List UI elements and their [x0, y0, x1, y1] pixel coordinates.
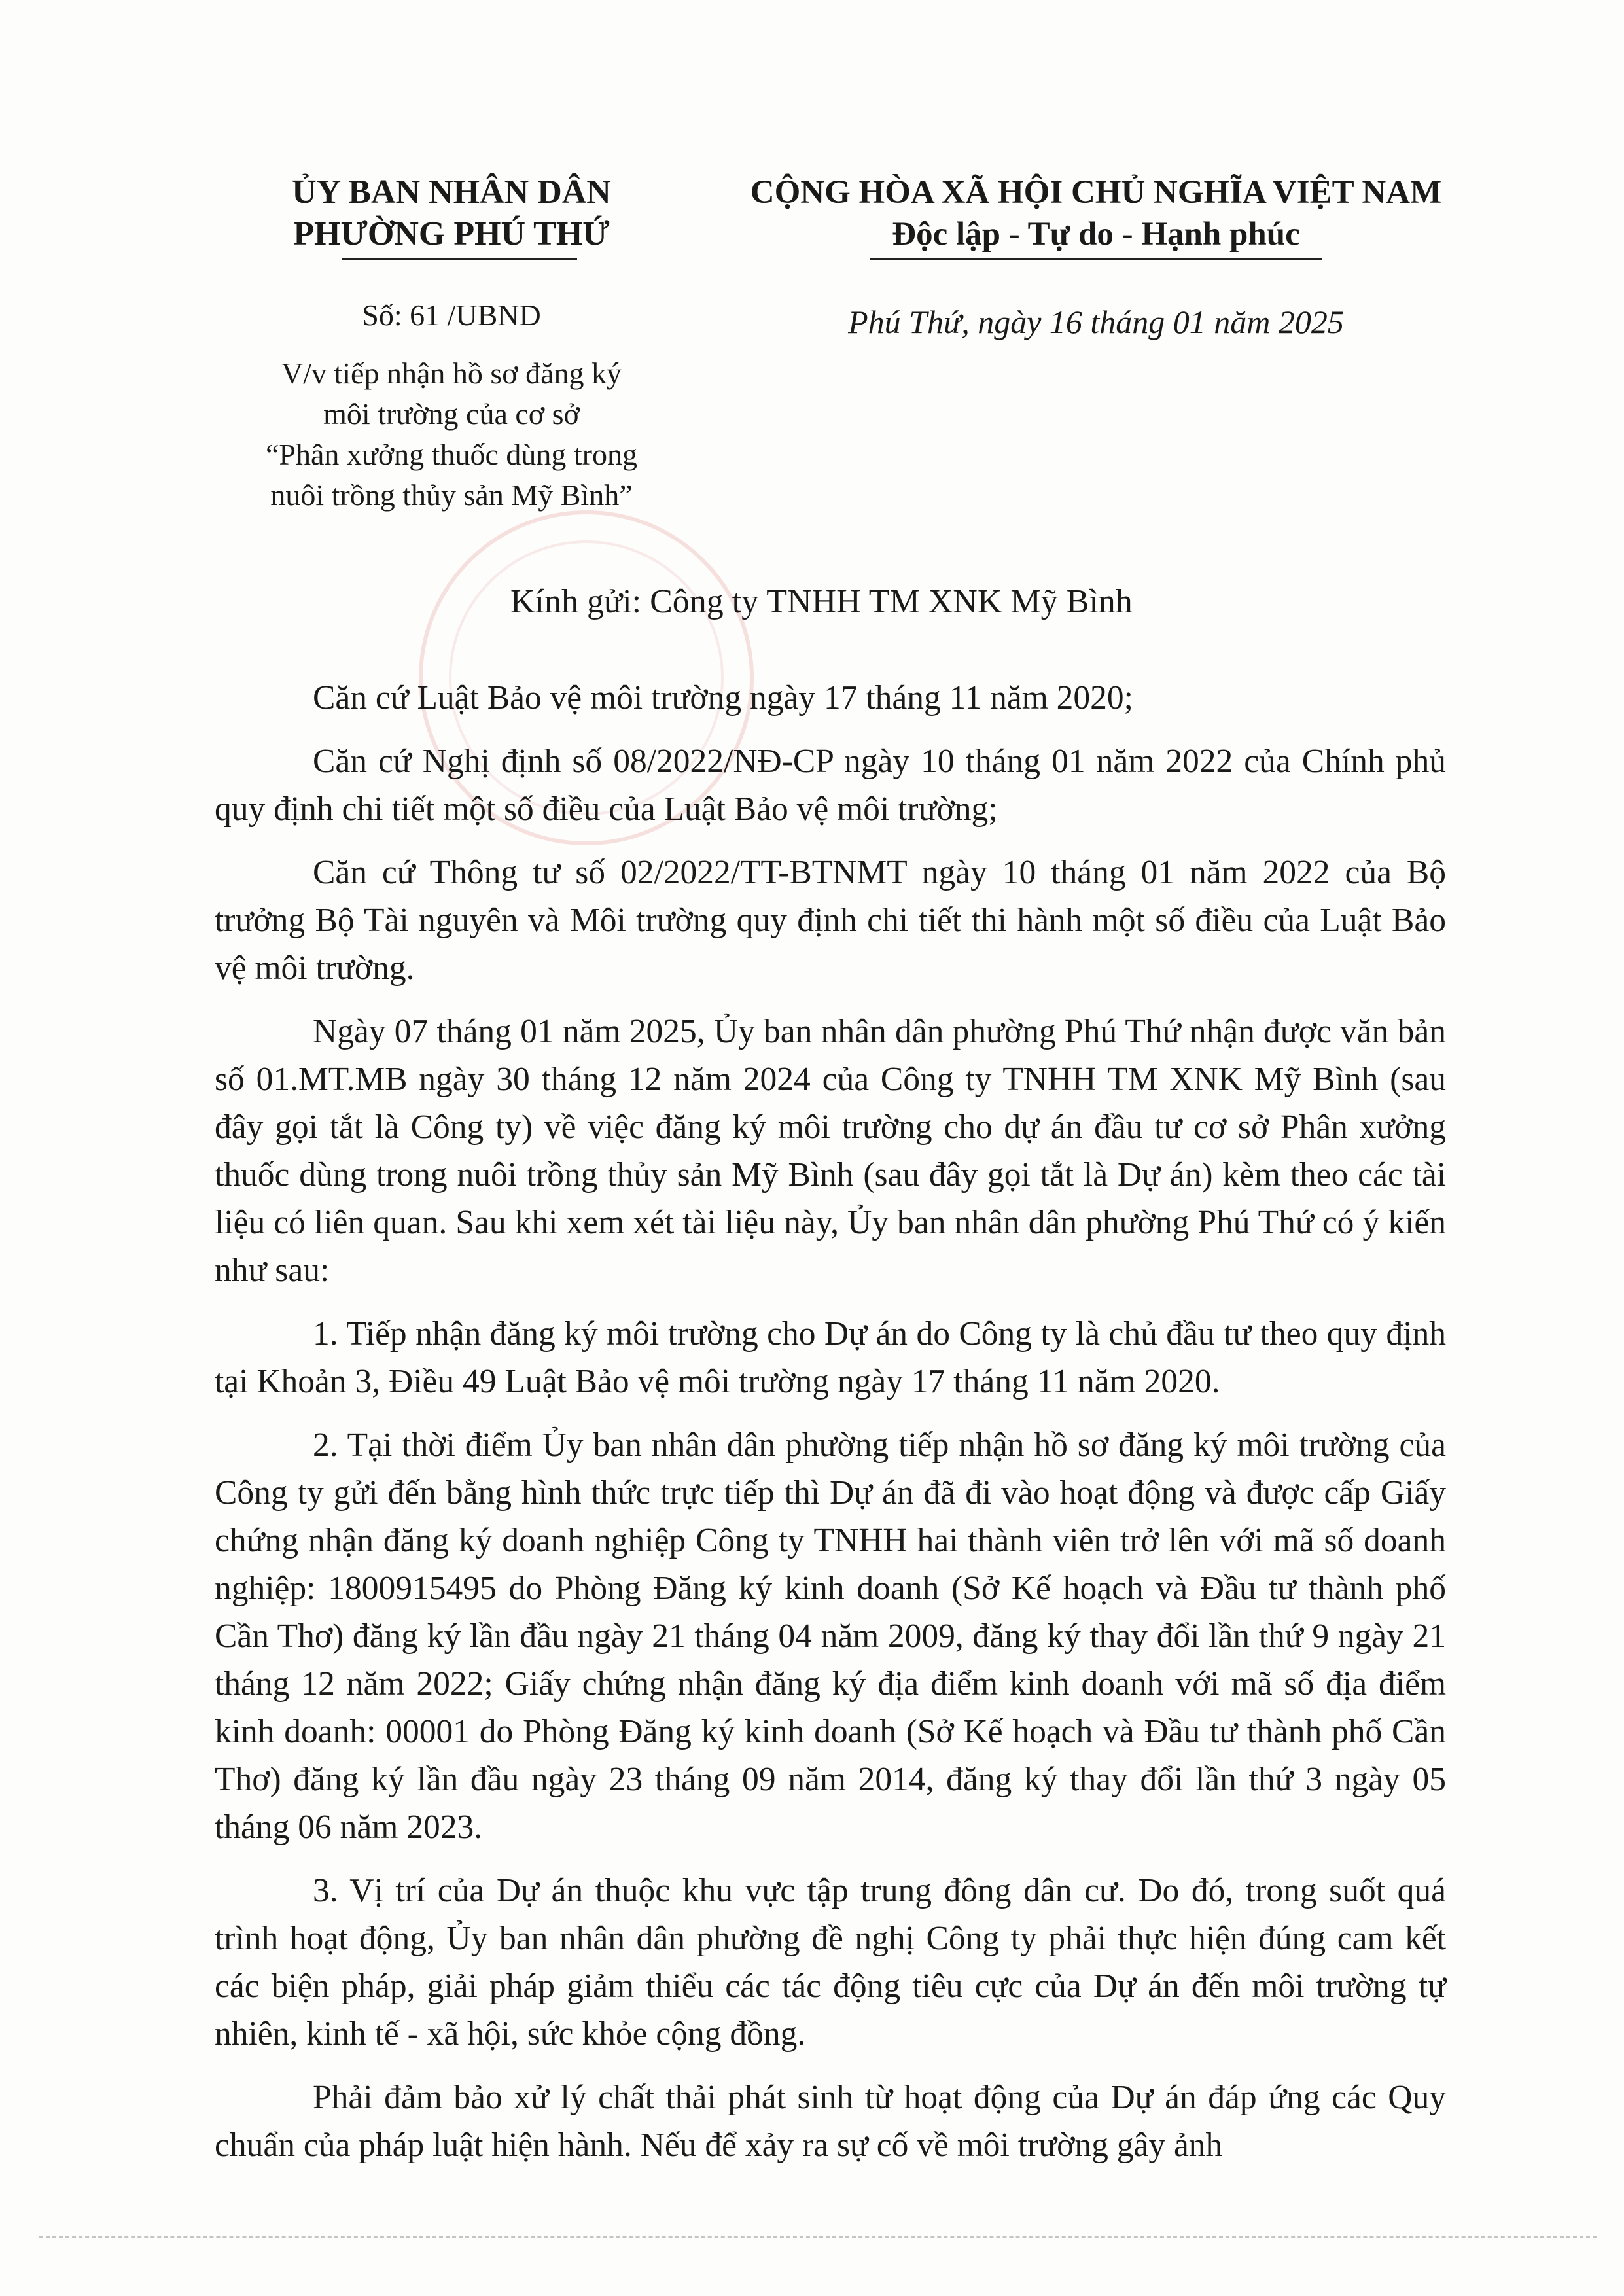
- ward-name: PHƯỜNG PHÚ THỨ: [293, 215, 610, 253]
- recipient-line: Kính gửi: Công ty TNHH TM XNK Mỹ Bình: [510, 583, 1133, 620]
- subject-line: “Phân xưởng thuốc dùng trong: [266, 438, 637, 471]
- country-name: CỘNG HÒA XÃ HỘI CHỦ NGHĨA VIỆT NAM: [750, 174, 1442, 211]
- national-motto: Độc lập - Tự do - Hạnh phúc: [892, 216, 1300, 253]
- issuing-authority-header: [222, 171, 680, 260]
- subject-line: nuôi trồng thủy sản Mỹ Bình”: [270, 478, 633, 512]
- authority-name: ỦY BAN NHÂN DÂN: [292, 173, 611, 211]
- ward-name-underline: [342, 258, 577, 260]
- subject-block: [222, 353, 680, 516]
- body-paragraph: 2. Tại thời điểm Ủy ban nhân dân phường tiếp nhận hồ sơ đăng ký môi trường của Công ty gửi đến bằng hình thức trực tiếp thì Dự án đã đi vào hoạt động và được cấp Giấy chứng nhận đăng ký doanh nghiệp Công ty TNHH hai thành viên trở lên với mã số doanh nghiệp: 1800915495 do Phòng Đăng ký kinh doanh (Sở Kế hoạch và Đầu tư thành phố Cần Thơ) đăng ký lần đầu ngày 21 tháng 04 năm 2009, đăng ký thay đổi lần thứ 9 ngày 21 tháng 12 năm 2022; Giấy chứng nhận đăng ký địa điểm kinh doanh với mã số địa điểm kinh doanh: 00001 do Phòng Đăng ký kinh doanh (Sở Kế hoạch và Đầu tư thành phố Cần Thơ) đăng ký lần đầu ngày 23 tháng 09 năm 2014, đăng ký thay đổi lần thứ 3 ngày 05 tháng 06 năm 2023.: [215, 1426, 1446, 1846]
- document-number: Số: 61 /UBND: [362, 298, 541, 332]
- body-paragraph: Phải đảm bảo xử lý chất thải phát sinh từ hoạt động của Dự án đáp ứng các Quy chuẩn của pháp luật hiện hành. Nếu để xảy ra sự cố về môi trường gây ảnh: [215, 2079, 1446, 2164]
- body-paragraph: Căn cứ Nghị định số 08/2022/NĐ-CP ngày 10 tháng 01 năm 2022 của Chính phủ quy định chi tiết một số điều của Luật Bảo vệ môi trường;: [215, 743, 1446, 828]
- letter-body: [215, 674, 1446, 2185]
- subject-line: môi trường của cơ sở: [323, 397, 580, 431]
- body-paragraph: 1. Tiếp nhận đăng ký môi trường cho Dự án do Công ty là chủ đầu tư theo quy định tại Khoản 3, Điều 49 Luật Bảo vệ môi trường ngày 17 tháng 11 năm 2020.: [215, 1315, 1446, 1400]
- motto-underline: [870, 258, 1322, 260]
- scan-edge-artifact: [39, 2236, 1597, 2238]
- body-paragraph: Căn cứ Thông tư số 02/2022/TT-BTNMT ngày 10 tháng 01 năm 2022 của Bộ trưởng Bộ Tài nguyên và Môi trường quy định chi tiết thi hành một số điều của Luật Bảo vệ môi trường.: [215, 854, 1446, 987]
- subject-line: V/v tiếp nhận hồ sơ đăng ký: [281, 357, 622, 390]
- body-paragraph: 3. Vị trí của Dự án thuộc khu vực tập trung đông dân cư. Do đó, trong suốt quá trình hoạt động, Ủy ban nhân dân phường đề nghị Công ty phải thực hiện đúng cam kết các biện pháp, giải pháp giảm thiểu các tác động tiêu cực của Dự án đến môi trường tự nhiên, kinh tế - xã hội, sức khỏe cộng đồng.: [215, 1872, 1446, 2053]
- place-and-date: Phú Thứ, ngày 16 tháng 01 năm 2025: [848, 304, 1344, 340]
- national-motto-header: [710, 171, 1482, 260]
- body-paragraph: Căn cứ Luật Bảo vệ môi trường ngày 17 tháng 11 năm 2020;: [313, 679, 1133, 716]
- body-paragraph: Ngày 07 tháng 01 năm 2025, Ủy ban nhân dân phường Phú Thứ nhận được văn bản số 01.MT.MB ngày 30 tháng 12 năm 2024 của Công ty TNHH TM XNK Mỹ Bình (sau đây gọi tắt là Công ty) về việc đăng ký môi trường cho dự án đầu tư cơ sở Phân xưởng thuốc dùng trong nuôi trồng thủy sản Mỹ Bình (sau đây gọi tắt là Dự án) kèm theo các tài liệu có liên quan. Sau khi xem xét tài liệu này, Ủy ban nhân dân phường Phú Thứ có ý kiến như sau:: [215, 1013, 1446, 1289]
